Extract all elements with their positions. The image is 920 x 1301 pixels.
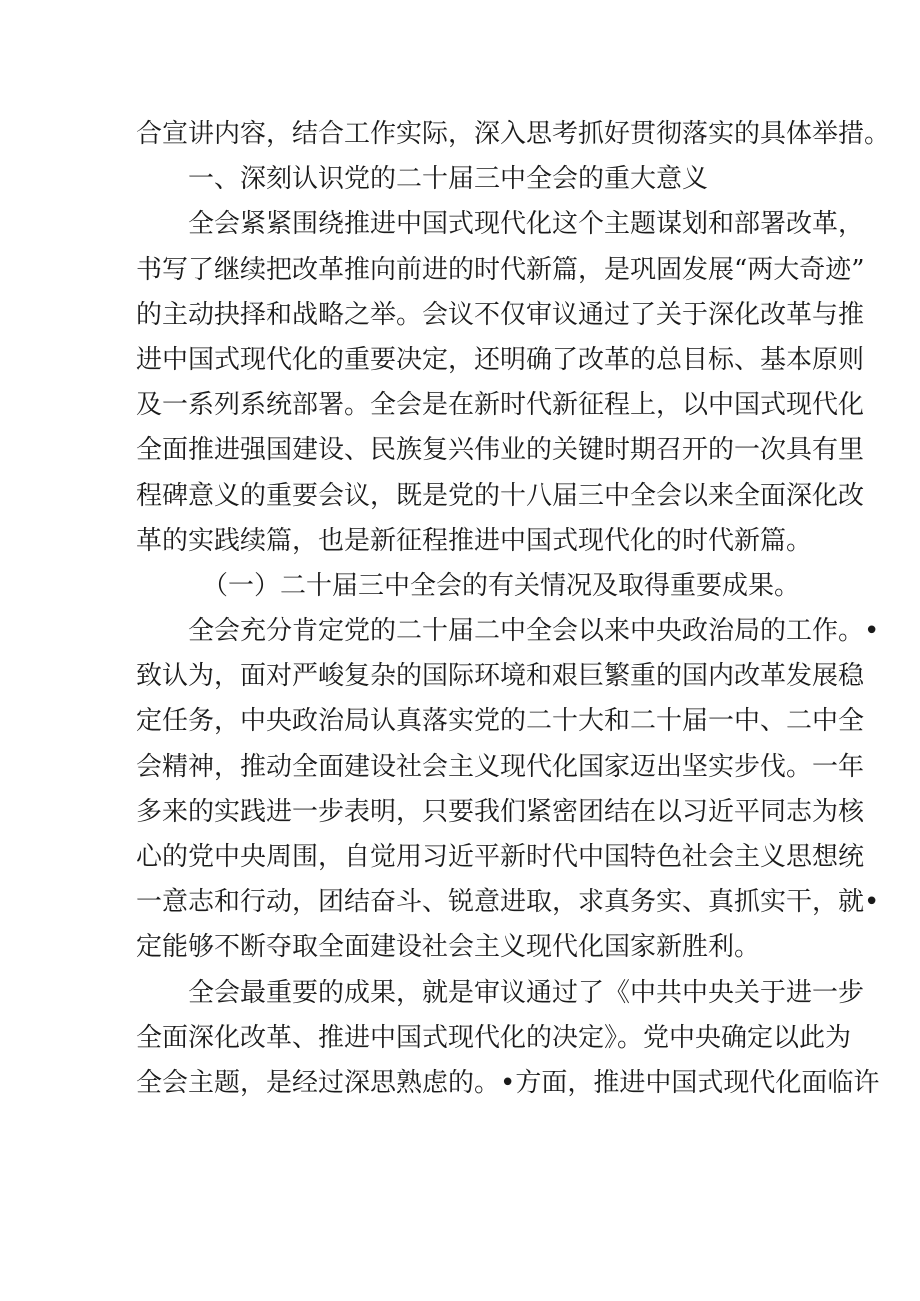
paragraph-first-line: 全会紧紧围绕推进中国式现代化这个主题谋划和部署改革，: [188, 209, 865, 240]
text-line: 会精神，推动全面建设社会主义现代化国家迈出坚实步伐。一年: [136, 751, 865, 782]
text-line: 定任务，中央政治局认真落实党的二十大和二十届一中、二中全: [136, 706, 865, 737]
text-line: 一意志和行动，团结奋斗、锐意进取，求真务实、真抓实干，就•: [136, 887, 880, 918]
text-line: 致认为，面对严峻复杂的国际环境和艰巨繁重的国内改革发展稳: [136, 661, 865, 692]
paragraph-last-line: 定能够不断夺取全面建设社会主义现代化国家新胜利。: [136, 932, 761, 963]
text-line: 全面深化改革、推进中国式现代化的决定》。党中央确定以此为: [136, 1022, 852, 1053]
paragraph-first-line: 全会最重要的成果，就是审议通过了《中共中央关于进一步: [188, 977, 865, 1008]
text-line: 及一系列系统部署。全会是在新时代新征程上，以中国式现代化: [136, 390, 865, 421]
text-line: 合宣讲内容，结合工作实际，深入思考抓好贯彻落实的具体举措。: [136, 119, 891, 149]
text-line: 程碑意义的重要会议，既是党的十八届三中全会以来全面深化改: [136, 480, 865, 511]
section-heading: 一、深刻认识党的二十届三中全会的重大意义: [188, 164, 709, 195]
text-line: 多来的实践进一步表明，只要我们紧密团结在以习近平同志为核: [136, 796, 865, 827]
text-line: 的主动抉择和战略之举。会议不仅审议通过了关于深化改革与推: [136, 299, 865, 330]
text-line: 全面推进强国建设、民族复兴伟业的关键时期召开的一次具有里: [136, 435, 865, 466]
subsection-heading: （一）二十届三中全会的有关情况及取得重要成果。: [202, 570, 801, 601]
text-line: 进中国式现代化的重要决定，还明确了改革的总目标、基本原则: [136, 344, 865, 375]
text-line: 心的党中央周围，自觉用习近平新时代中国特色社会主义思想统: [136, 842, 865, 872]
text-line: 全会主题，是经过深思熟虑的。•方面，推进中国式现代化面临许: [136, 1067, 880, 1098]
paragraph-first-line: 全会充分肯定党的二十届二中全会以来中央政治局的工作。•: [188, 616, 880, 647]
text-line: 书写了继续把改革推向前进的时代新篇，是巩固发展“两大奇迹”: [136, 254, 865, 285]
paragraph-last-line: 革的实践续篇，也是新征程推进中国式现代化的时代新篇。: [136, 525, 813, 556]
document-body: [136, 112, 891, 1106]
